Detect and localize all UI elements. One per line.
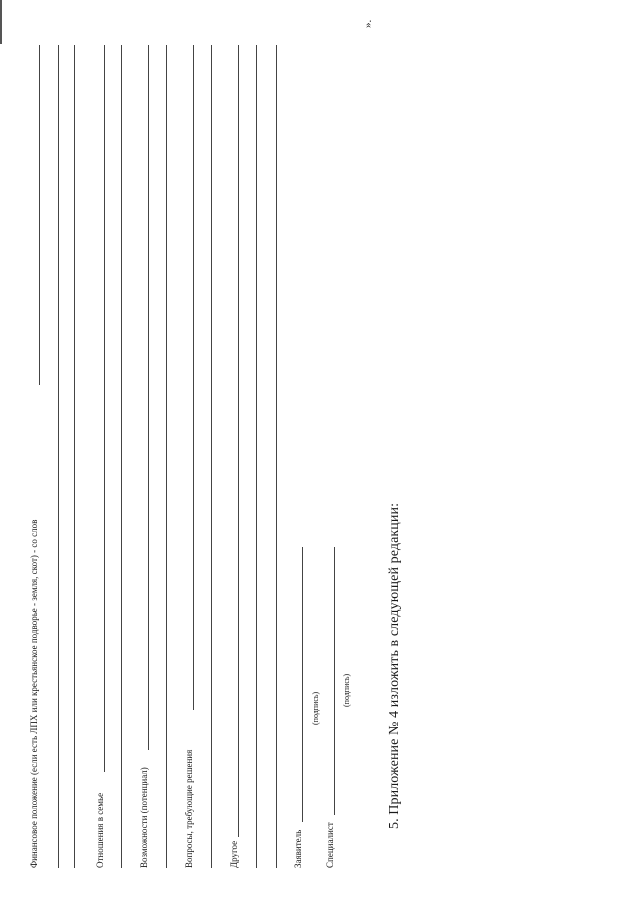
- financial-line-2: [58, 45, 59, 868]
- potential-label: Возможности (потенциал): [139, 767, 149, 868]
- other-line-2: [256, 45, 257, 868]
- other-line-3: [276, 45, 277, 868]
- family-line-2: [121, 45, 122, 868]
- family-relations-label: Отношения в семье: [95, 792, 105, 868]
- issues-line: [193, 45, 194, 710]
- financial-line-3: [74, 45, 75, 868]
- closing-quote: ».: [362, 19, 374, 28]
- potential-line: [148, 45, 149, 750]
- issues-line-2: [211, 45, 212, 868]
- section-heading: 5. Приложение № 4 изложить в следующей редакции:: [387, 502, 402, 829]
- financial-status-label: Финансовое положение (если есть ЛПХ или крестьянское подворье - земля, скот) - со слов: [29, 519, 39, 868]
- other-label: Другое: [229, 840, 239, 868]
- specialist-label: Специалист: [325, 822, 335, 868]
- other-line: [238, 45, 239, 837]
- specialist-signature-caption: (подпись): [342, 673, 351, 707]
- applicant-label: Заявитель: [293, 829, 303, 868]
- family-relations-line: [104, 45, 105, 772]
- financial-status-line: [39, 45, 40, 385]
- potential-line-2: [166, 45, 167, 868]
- applicant-signature-line: [302, 547, 303, 822]
- issues-label: Вопросы, требующие решения: [184, 749, 194, 868]
- applicant-signature-caption: (подпись): [311, 691, 320, 725]
- specialist-signature-line: [334, 547, 335, 815]
